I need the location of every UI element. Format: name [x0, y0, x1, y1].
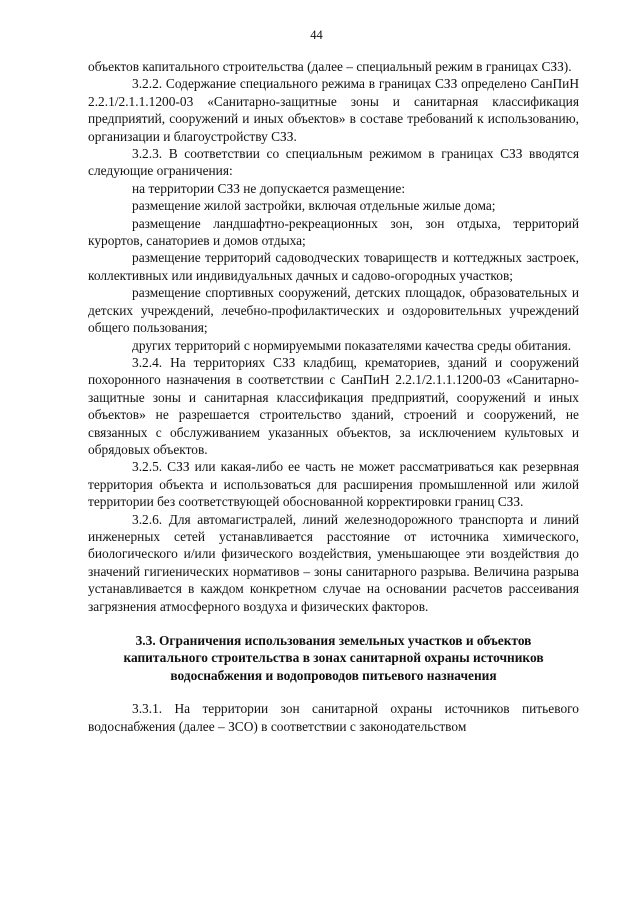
paragraph-3-2-6: 3.2.6. Для автомагистралей, линий железнодорожного транспорта и линий инженерных сетей устанавливается расстояние от источника химического, биологического и/или физического воздействия, уменьшающее эти воздействия до значений гигиенических нормативов – зоны санитарного разрыва. Величина разрыва устанавливается в каждом конкретном случае на основании расчетов рассеивания загрязнения атмосферного воздуха и физических факторов. — [88, 511, 579, 614]
restriction-item-sports-education: размещение спортивных сооружений, детских площадок, образовательных и детских учреждений, лечебно-профилактических и оздоровительных учреждений общего пользования; — [88, 285, 579, 336]
restriction-item-other: других территорий с нормируемыми показателями качества среды обитания. — [132, 337, 572, 353]
paragraph-3-3-1: 3.3.1. На территории зон санитарной охраны источников питьевого водоснабжения (далее – ЗСО) в соответствии с законодательством — [88, 701, 579, 734]
restriction-item-recreation: размещение ландшафтно-рекреационных зон, зон отдыха, территорий курортов, санаториев и домов отдыха; — [88, 215, 579, 249]
section-heading-3-3: 3.3. Ограничения использования земельных участков и объектов капитального строительства в зонах санитарной охраны источников водоснабжения и водопроводов питьевого назначения — [123, 633, 544, 683]
restriction-intro: на территории СЗЗ не допускается размещение: — [132, 180, 406, 196]
restriction-item-gardening: размещение территорий садоводческих товариществ и коттеджных застроек, коллективных или индивидуальных дачных и садово-огородных участков; — [88, 250, 579, 283]
paragraph-3-2-4: 3.2.4. На территориях СЗЗ кладбищ, крематориев, зданий и сооружений похоронного назначения в соответствии с СанПиН 2.2.1/2.1.1.1200-03 «Санитарно-защитные зоны и санитарная классификация предприятий, сооружений и иных объектов» не разрешается строительство зданий, строений и сооружений, не связанных с обслуживанием указанных объектов, за исключением культовых и обрядовых объектов. — [88, 354, 579, 457]
restriction-item-residential: размещение жилой застройки, включая отдельные жилые дома; — [132, 198, 496, 214]
paragraph-3-2-3: 3.2.3. В соответствии со специальным режимом в границах СЗЗ вводятся следующие ограничения: — [88, 146, 579, 179]
paragraph-3-2-2: 3.2.2. Содержание специального режима в границах СЗЗ определено СанПиН 2.2.1/2.1.1.1200-03 «Санитарно-защитные зоны и санитарная классификация предприятий, сооружений и иных объектов» в составе требований к использованию, организации и благоустройству СЗЗ. — [88, 76, 579, 144]
document-body — [88, 58, 579, 735]
page-number: 44 — [310, 28, 323, 42]
paragraph-3-2-5: 3.2.5. СЗЗ или какая-либо ее часть не может рассматриваться как резервная территория объекта и использоваться для расширения промышленной или жилой территории без соответствующей обоснованной корректировки границ СЗЗ. — [88, 459, 579, 510]
paragraph-continuation: объектов капитального строительства (далее – специальный режим в границах СЗЗ). — [88, 59, 572, 74]
